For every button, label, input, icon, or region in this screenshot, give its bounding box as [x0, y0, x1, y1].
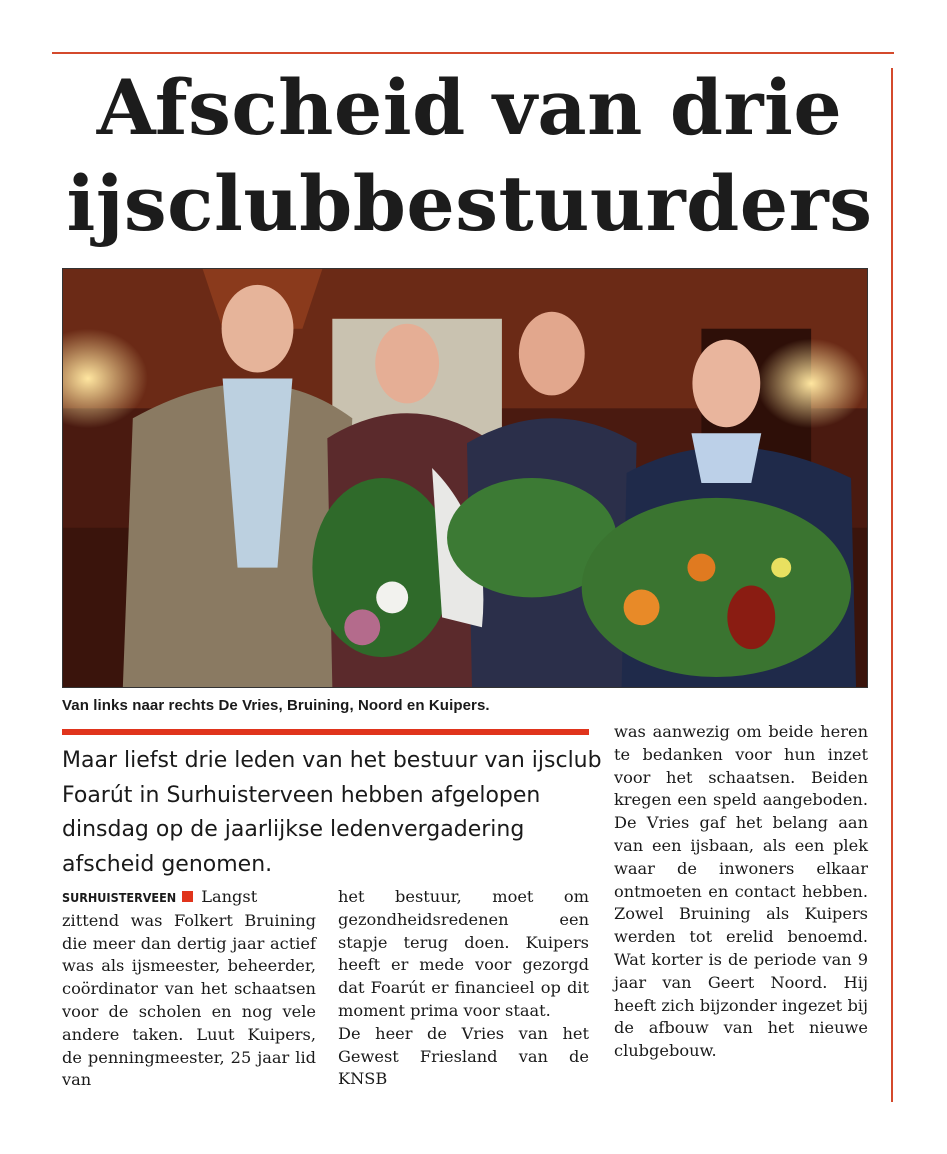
- dateline: SURHUISTERVEEN: [62, 890, 177, 905]
- top-rule: [52, 52, 894, 54]
- right-column-rule: [891, 68, 893, 1102]
- article-column-2: [338, 886, 589, 1091]
- column-2-paragraph-2: De heer de Vries van het Gewest Friesland van de KNSB: [338, 1023, 589, 1089]
- lead-accent-bar: [62, 729, 589, 735]
- dateline-marker: [182, 891, 193, 902]
- article-column-3: [614, 721, 868, 1063]
- column-2-paragraph-1: het bestuur, moet om gezondheidsredenen een stapje terug doen. Kuipers heeft er mede voor gezorgd dat Foarút er financieel op dit moment prima voor staat.: [338, 887, 589, 1020]
- headline-line-2: ijsclubbestuurders: [66, 159, 873, 248]
- headline: [52, 60, 887, 252]
- article-photo: [62, 268, 868, 688]
- article-lead: Maar liefst drie leden van het bestuur van ijsclub Foarút in Surhuisterveen hebben afgelopen dinsdag op de jaarlijkse ledenvergadering afscheid genomen.: [62, 748, 602, 877]
- photo-illustration: [63, 269, 867, 687]
- column-3-text: was aanwezig om beide heren te bedanken voor hun inzet voor het schaatsen. Beiden kregen een speld aangeboden. De Vries gaf het belang aan van een ijsbaan, als een plek waar de inwoners elkaar ontmoeten en contact hebben. Zowel Bruining als Kuipers werden tot erelid benoemd. Wat korter is de periode van 9 jaar van Geert Noord. Hij heeft zich bijzonder ingezet bij de afbouw van het nieuwe clubgebouw.: [614, 722, 868, 1061]
- headline-line-1: Afscheid van drie: [96, 63, 843, 152]
- article-column-1: [62, 886, 316, 1092]
- photo-caption: Van links naar rechts De Vries, Bruining, Noord en Kuipers.: [62, 697, 490, 714]
- column-1-text: Langst zittend was Folkert Bruining die meer dan dertig jaar actief was als ijsmeester, beheerder, coördinator van het schaatsen voor de scholen en nog vele andere taken. Luut Kuipers, de penningmeester, 25 jaar lid van: [62, 887, 316, 1090]
